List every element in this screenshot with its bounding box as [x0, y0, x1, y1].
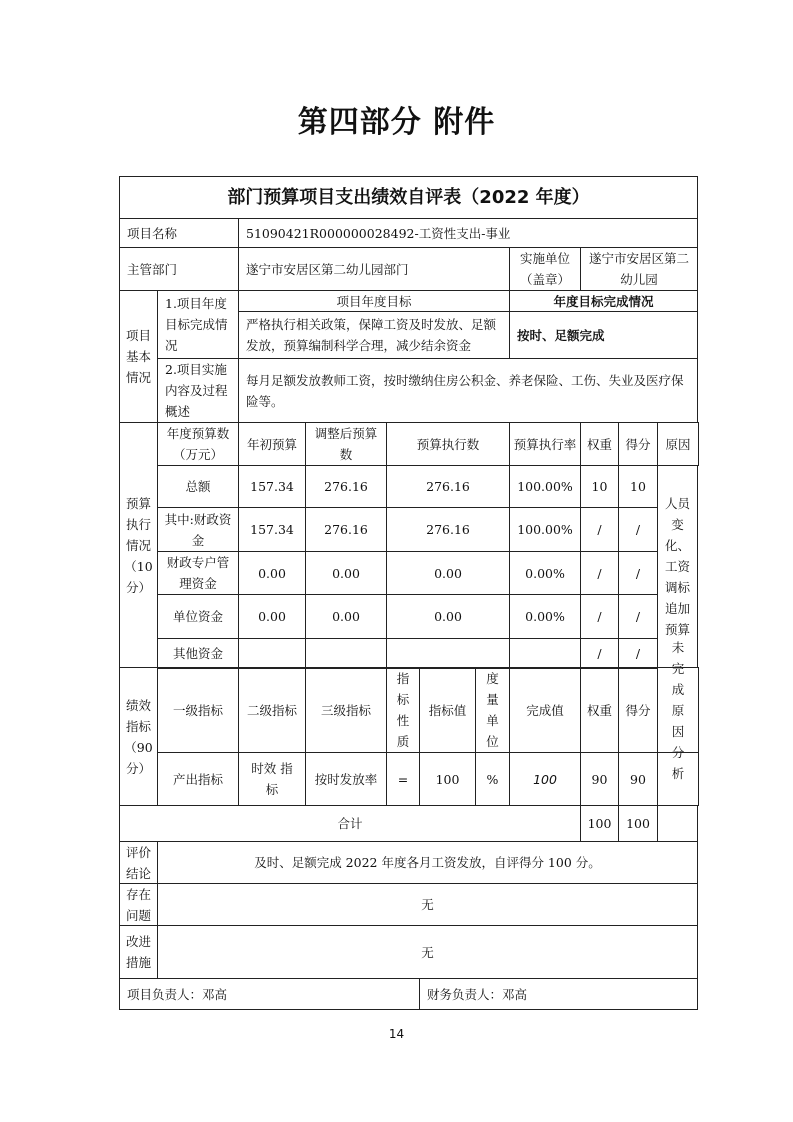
budget-header-rate: 预算执行率	[509, 422, 581, 466]
dept-label: 主管部门	[119, 247, 239, 291]
budget-header-category: 年度预算数（万元）	[157, 422, 239, 466]
budget-cell-rate: 0.00%	[509, 594, 581, 639]
budget-reason: 人员变化、工资调标追加预算	[657, 465, 698, 668]
budget-cell-score: /	[618, 551, 658, 595]
budget-cell-adjusted: 0.00	[305, 551, 387, 595]
problems-text: 无	[157, 883, 698, 926]
perf-cell-reason	[657, 752, 699, 806]
perf-header-nature: 指标性质	[386, 667, 420, 753]
total-label: 合计	[119, 805, 581, 842]
budget-cell-rate	[509, 638, 581, 669]
budget-cell-score: 10	[618, 465, 658, 508]
impl-unit-label: 实施单位（盖章）	[509, 247, 581, 291]
budget-cell-initial	[238, 638, 306, 669]
budget-header-adjusted: 调整后预算数	[305, 422, 387, 466]
measures-text: 无	[157, 925, 698, 979]
perf-cell-level2: 时效 指标	[238, 752, 306, 806]
budget-cell-executed: 0.00	[386, 551, 510, 595]
budget-header-executed: 预算执行数	[386, 422, 510, 466]
budget-cell-score: /	[618, 594, 658, 639]
perf-header-score: 得分	[618, 667, 658, 753]
perf-header-weight: 权重	[580, 667, 619, 753]
budget-cell-adjusted: 276.16	[305, 507, 387, 552]
budget-cell-score: /	[618, 638, 658, 669]
budget-cell-weight: /	[580, 551, 619, 595]
total-reason-blank	[657, 805, 698, 842]
perf-header-level2: 二级指标	[238, 667, 306, 753]
perf-cell-target: 100	[419, 752, 476, 806]
perf-cell-level3: 按时发放率	[305, 752, 387, 806]
budget-cell-executed: 0.00	[386, 594, 510, 639]
budget-cell-weight: /	[580, 507, 619, 552]
conclusion-label: 评价结论	[119, 841, 158, 884]
perf-cell-level1: 产出指标	[157, 752, 239, 806]
project-lead-signature: 项目负责人：邓高	[119, 978, 420, 1010]
impl-content-label: 2.项目实施内容及过程概述	[157, 358, 239, 423]
budget-cell-name: 其他资金	[157, 638, 239, 669]
budget-cell-executed: 276.16	[386, 507, 510, 552]
goal-header: 项目年度目标	[238, 290, 510, 312]
page-heading: 第四部分 附件	[297, 105, 496, 140]
budget-cell-initial: 0.00	[238, 594, 306, 639]
budget-cell-adjusted: 276.16	[305, 465, 387, 508]
goal-text: 严格执行相关政策，保障工资及时发放、足额发放，预算编制科学合理，减少结余资金	[238, 311, 510, 359]
project-name-label: 项目名称	[119, 218, 239, 248]
budget-cell-rate: 100.00%	[509, 507, 581, 552]
budget-cell-adjusted	[305, 638, 387, 669]
perf-cell-nature: =	[386, 752, 420, 806]
total-weight: 100	[580, 805, 619, 842]
dept-value: 遂宁市安居区第二幼儿园部门	[238, 247, 510, 291]
budget-cell-initial: 0.00	[238, 551, 306, 595]
perf-cell-unit: %	[475, 752, 510, 806]
perf-header-level3: 三级指标	[305, 667, 387, 753]
perf-header-unit: 度量单位	[475, 667, 510, 753]
budget-cell-adjusted: 0.00	[305, 594, 387, 639]
perf-header-reason: 未完成原因分析	[657, 667, 699, 753]
perf-header-actual: 完成值	[509, 667, 581, 753]
goal-label: 1.项目年度目标完成情况	[157, 290, 239, 359]
status-text: 按时、足额完成	[509, 311, 698, 359]
budget-cell-rate: 0.00%	[509, 551, 581, 595]
budget-header-initial: 年初预算	[238, 422, 306, 466]
conclusion-text: 及时、足额完成 2022 年度各月工资发放，自评得分 100 分。	[157, 841, 698, 884]
perf-cell-score: 90	[618, 752, 658, 806]
budget-cell-weight: /	[580, 638, 619, 669]
budget-cell-name: 财政专户管理资金	[157, 551, 239, 595]
status-header: 年度目标完成情况	[509, 290, 698, 312]
measures-label: 改进措施	[119, 925, 158, 979]
performance-section-label: 绩效指标（90分）	[119, 667, 158, 806]
budget-header-weight: 权重	[580, 422, 619, 466]
impl-unit-value: 遂宁市安居区第二幼儿园	[580, 247, 698, 291]
budget-cell-weight: 10	[580, 465, 619, 508]
page-number: 14	[388, 1027, 405, 1041]
budget-cell-name: 其中:财政资金	[157, 507, 239, 552]
budget-cell-initial: 157.34	[238, 507, 306, 552]
budget-cell-rate: 100.00%	[509, 465, 581, 508]
budget-cell-initial: 157.34	[238, 465, 306, 508]
budget-cell-score: /	[618, 507, 658, 552]
budget-section-label: 预算执行情况（10分）	[119, 422, 158, 668]
budget-cell-name: 总额	[157, 465, 239, 508]
form-title: 部门预算项目支出绩效自评表（2022 年度）	[119, 176, 698, 219]
perf-header-level1: 一级指标	[157, 667, 239, 753]
impl-content-text: 每月足额发放教师工资，按时缴纳住房公积金、养老保险、工伤、失业及医疗保险等。	[238, 358, 698, 423]
total-score: 100	[618, 805, 658, 842]
perf-cell-actual: 100	[509, 752, 581, 806]
perf-cell-weight: 90	[580, 752, 619, 806]
basic-section-label: 项目基本情况	[119, 290, 158, 423]
budget-header-reason: 原因	[657, 422, 699, 466]
budget-header-score: 得分	[618, 422, 658, 466]
budget-cell-name: 单位资金	[157, 594, 239, 639]
perf-header-target: 指标值	[419, 667, 476, 753]
budget-cell-executed: 276.16	[386, 465, 510, 508]
finance-lead-signature: 财务负责人：邓高	[419, 978, 698, 1010]
project-name-value: 51090421R000000028492-工资性支出-事业	[238, 218, 698, 248]
budget-cell-weight: /	[580, 594, 619, 639]
budget-cell-executed	[386, 638, 510, 669]
problems-label: 存在问题	[119, 883, 158, 926]
